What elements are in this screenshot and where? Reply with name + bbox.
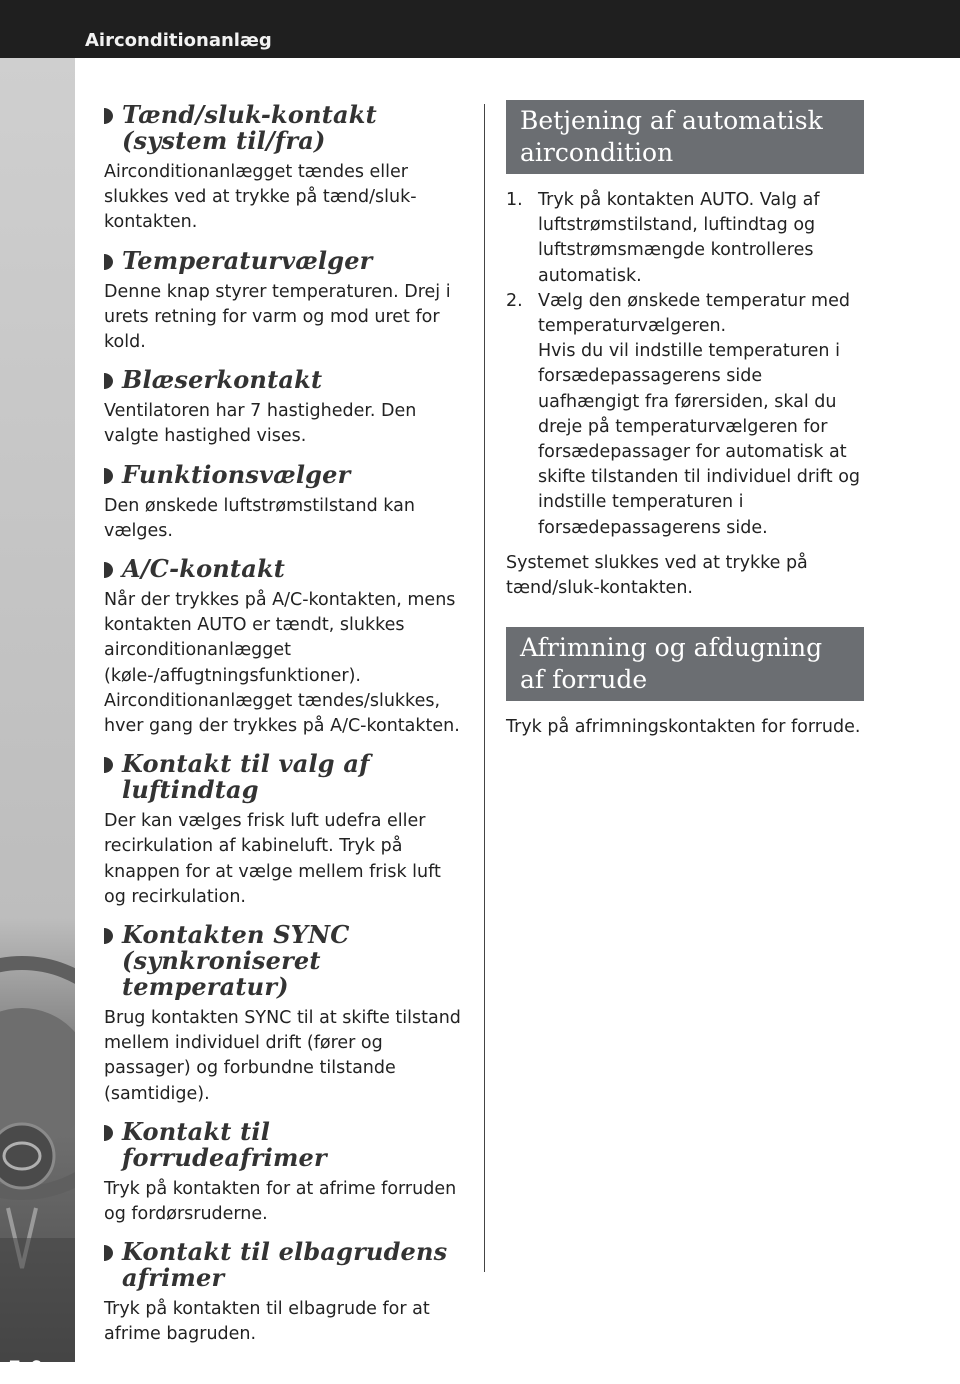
section-band-defrost: Afrimning og afdugning af forrude [506, 627, 864, 701]
section-fan-switch [104, 367, 464, 449]
section-heading: Kontakten SYNC (synkroniseret temperatur) [104, 922, 464, 1000]
section-text: Ventilatoren har 7 hastigheder. Den valgte hastighed vises. [104, 401, 417, 447]
half-circle-bullet-icon [104, 1125, 113, 1141]
section-rear-window-defroster [104, 1239, 464, 1347]
half-circle-bullet-icon [104, 373, 113, 389]
half-circle-bullet-icon [104, 254, 113, 270]
column-divider [484, 104, 485, 1272]
top-header-bar [0, 0, 960, 58]
half-circle-bullet-icon [104, 757, 113, 773]
half-circle-bullet-icon [104, 468, 113, 484]
list-item: 1. Tryk på kontakten AUTO. Valg af luftstrømstilstand, luftindtag og luftstrømsmængde kontrolleres automatisk. [506, 190, 820, 286]
section-band-auto-operation: Betjening af automatisk aircondition [506, 100, 864, 174]
section-power-switch [104, 102, 464, 236]
section-heading: Blæserkontakt [104, 367, 464, 393]
section-ac-switch [104, 556, 464, 739]
steering-wheel-image [0, 938, 75, 1362]
section-text: Tryk på kontakten for at afrime forruden og fordørsruderne. [104, 1178, 457, 1225]
list-item: 2. Vælg den ønskede temperatur med temperaturvælgeren. Hvis du vil indstille temperaturen i forsædepassagerens side uafhængigt fra førersiden, skal du dreje på temperaturvælgeren for forsædepassager for automatisk at skifte tilstanden til individuel drift og indstille temperaturen i forsædepassagerens side. [506, 290, 861, 538]
section-text: Der kan vælges frisk luft udefra eller recirkulation af kabineluft. Tryk på knappen for at vælge mellem frisk luft og recirkulation. [104, 811, 441, 907]
half-circle-bullet-icon [104, 1245, 113, 1261]
chapter-title: Airconditionanlæg [85, 30, 272, 51]
page-sidebar [0, 58, 75, 1383]
section-mode-selector [104, 459, 464, 544]
page-number: 5-6 [8, 1356, 43, 1383]
section-text: Når der trykkes på A/C-kontakten, mens kontakten AUTO er tændt, slukkes airconditionanlægget (køle-/affugtningsfunktioner). Airconditionanlægget tændes/slukkes, hver gang der trykkes på A/C-kontakten. [104, 590, 460, 737]
section-heading: Kontakt til elbagrudens afrimer [104, 1239, 464, 1291]
section-text: Den ønskede luftstrømstilstand kan vælges. [104, 495, 415, 541]
half-circle-bullet-icon [104, 108, 113, 124]
section-text: Tryk på kontakten til elbagrude for at afrime bagruden. [104, 1299, 430, 1345]
section-heading: Temperaturvælger [104, 248, 464, 274]
section-heading: A/C-kontakt [104, 556, 464, 582]
system-off-text: Systemet slukkes ved at trykke på tænd/sluk-kontakten. [506, 552, 808, 599]
right-column [506, 100, 864, 752]
step-list [506, 188, 864, 541]
section-text: Airconditionanlægget tændes eller slukkes ved at trykke på tænd/sluk-kontakten. [104, 162, 417, 233]
half-circle-bullet-icon [104, 562, 113, 578]
section-heading: Kontakt til valg af luftindtag [104, 751, 464, 803]
section-temperature-selector [104, 245, 464, 356]
section-heading: Tænd/sluk-kontakt (system til/fra) [104, 102, 464, 154]
section-sync-switch [104, 922, 464, 1107]
section-air-intake-switch [104, 751, 464, 910]
section-heading: Kontakt til forrudeafrimer [104, 1119, 464, 1171]
left-column [104, 102, 464, 1360]
section-heading: Funktionsvælger [104, 462, 464, 488]
section-text: Denne knap styrer temperaturen. Drej i urets retning for varm og mod uret for kold. [104, 281, 451, 353]
section-windshield-defroster [104, 1116, 464, 1227]
half-circle-bullet-icon [104, 928, 113, 944]
defrost-text: Tryk på afrimningskontakten for forrude. [506, 717, 861, 738]
section-text: Brug kontakten SYNC til at skifte tilstand mellem individuel drift (fører og passager) og forbundne tilstande (samtidige). [104, 1008, 461, 1104]
